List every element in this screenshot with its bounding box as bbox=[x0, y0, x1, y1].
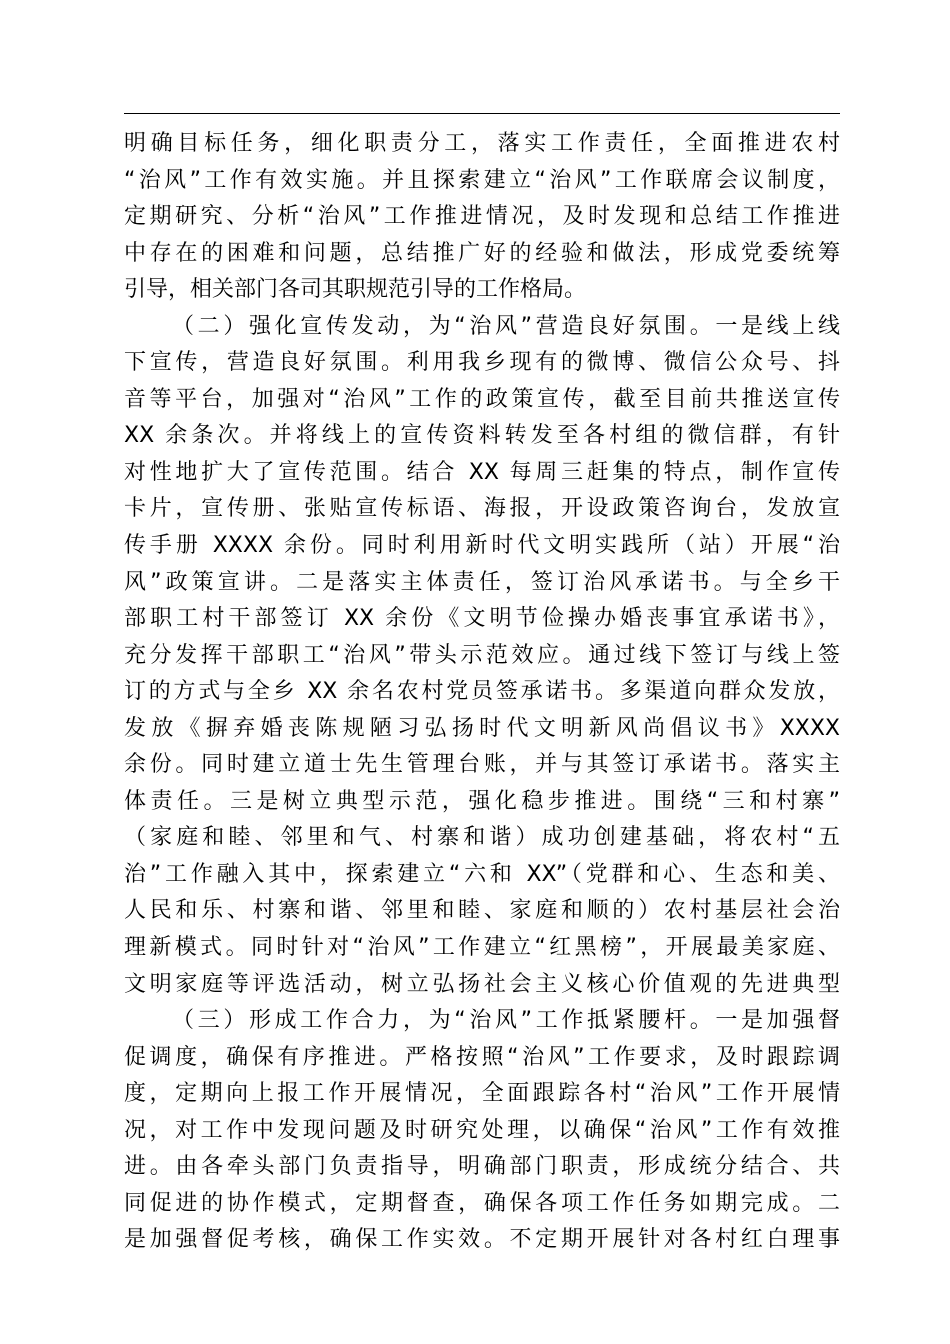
text-line: 传手册 XXXX 余份。同时利用新时代文明实践所（站）开展“治 bbox=[124, 533, 840, 559]
text-line: 况，对工作中发现问题及时研究处理，以确保“治风”工作有效推 bbox=[124, 1117, 840, 1143]
text-line: 治”工作融入其中，探索建立“六和 XX”（党群和心、生态和美、 bbox=[124, 861, 840, 887]
text-line: 下宣传，营造良好氛围。利用我乡现有的微博、微信公众号、抖 bbox=[124, 350, 840, 376]
document-body bbox=[124, 126, 840, 1259]
text-line: 人民和乐、村寨和谐、邻里和睦、家庭和顺的）农村基层社会治 bbox=[124, 898, 840, 924]
text-line: XX 余条次。并将线上的宣传资料转发至各村组的微信群，有针 bbox=[124, 423, 840, 449]
text-line: 体责任。三是树立典型示范，强化稳步推进。围绕“三和村寨” bbox=[124, 788, 840, 814]
text-line: 余份。同时建立道士先生管理台账，并与其签订承诺书。落实主 bbox=[124, 752, 840, 778]
text-line: 卡片，宣传册、张贴宣传标语、海报，开设政策咨询台，发放宣 bbox=[124, 496, 840, 522]
text-line: 促调度，确保有序推进。严格按照“治风”工作要求，及时跟踪调 bbox=[124, 1044, 840, 1070]
text-line: 引导，相关部门各司其职规范引导的工作格局。 bbox=[124, 277, 587, 303]
text-line: （家庭和睦、邻里和气、村寨和谐）成功创建基础，将农村“五 bbox=[124, 825, 840, 851]
text-line: 发放《摒弃婚丧陈规陋习弘扬时代文明新风尚倡议书》XXXX bbox=[124, 715, 840, 741]
text-line: 对性地扩大了宣传范围。结合 XX 每周三赶集的特点，制作宣传 bbox=[124, 459, 840, 485]
paragraph-heading-line: （三）形成工作合力，为“治风”工作抵紧腰杆。一是加强督 bbox=[172, 1008, 840, 1034]
text-line: 定期研究、分析“治风”工作推进情况，及时发现和总结工作推进 bbox=[124, 204, 840, 230]
text-line: 度，定期向上报工作开展情况，全面跟踪各村“治风”工作开展情 bbox=[124, 1081, 840, 1107]
text-line: 订的方式与全乡 XX 余名农村党员签承诺书。多渠道向群众发放， bbox=[124, 679, 840, 705]
text-line: 同促进的协作模式，定期督查，确保各项工作任务如期完成。二 bbox=[124, 1190, 840, 1216]
paragraph-heading-line: （二）强化宣传发动，为“治风”营造良好氛围。一是线上线 bbox=[172, 313, 840, 339]
header-rule bbox=[124, 113, 840, 114]
text-line: 是加强督促考核，确保工作实效。不定期开展针对各村红白理事 bbox=[124, 1227, 840, 1253]
text-line: 中存在的困难和问题，总结推广好的经验和做法，形成党委统筹 bbox=[124, 240, 840, 266]
text-line: 文明家庭等评选活动，树立弘扬社会主义核心价值观的先进典型 bbox=[124, 971, 840, 997]
text-line: 理新模式。同时针对“治风”工作建立“红黑榜”，开展最美家庭、 bbox=[124, 935, 840, 961]
text-line: 部职工村干部签订 XX 余份《文明节俭操办婚丧事宜承诺书》， bbox=[124, 606, 840, 632]
text-line: 风”政策宣讲。二是落实主体责任，签订治风承诺书。与全乡干 bbox=[124, 569, 840, 595]
text-line: 明确目标任务，细化职责分工，落实工作责任，全面推进农村 bbox=[124, 131, 840, 156]
text-line: 充分发挥干部职工“治风”带头示范效应。通过线下签订与线上签 bbox=[124, 642, 840, 668]
text-line: 进。由各牵头部门负责指导，明确部门职责，形成统分结合、共 bbox=[124, 1154, 840, 1180]
text-line: “治风”工作有效实施。并且探索建立“治风”工作联席会议制度， bbox=[124, 167, 840, 193]
text-line: 音等平台，加强对“治风”工作的政策宣传，截至目前共推送宣传 bbox=[124, 386, 840, 412]
